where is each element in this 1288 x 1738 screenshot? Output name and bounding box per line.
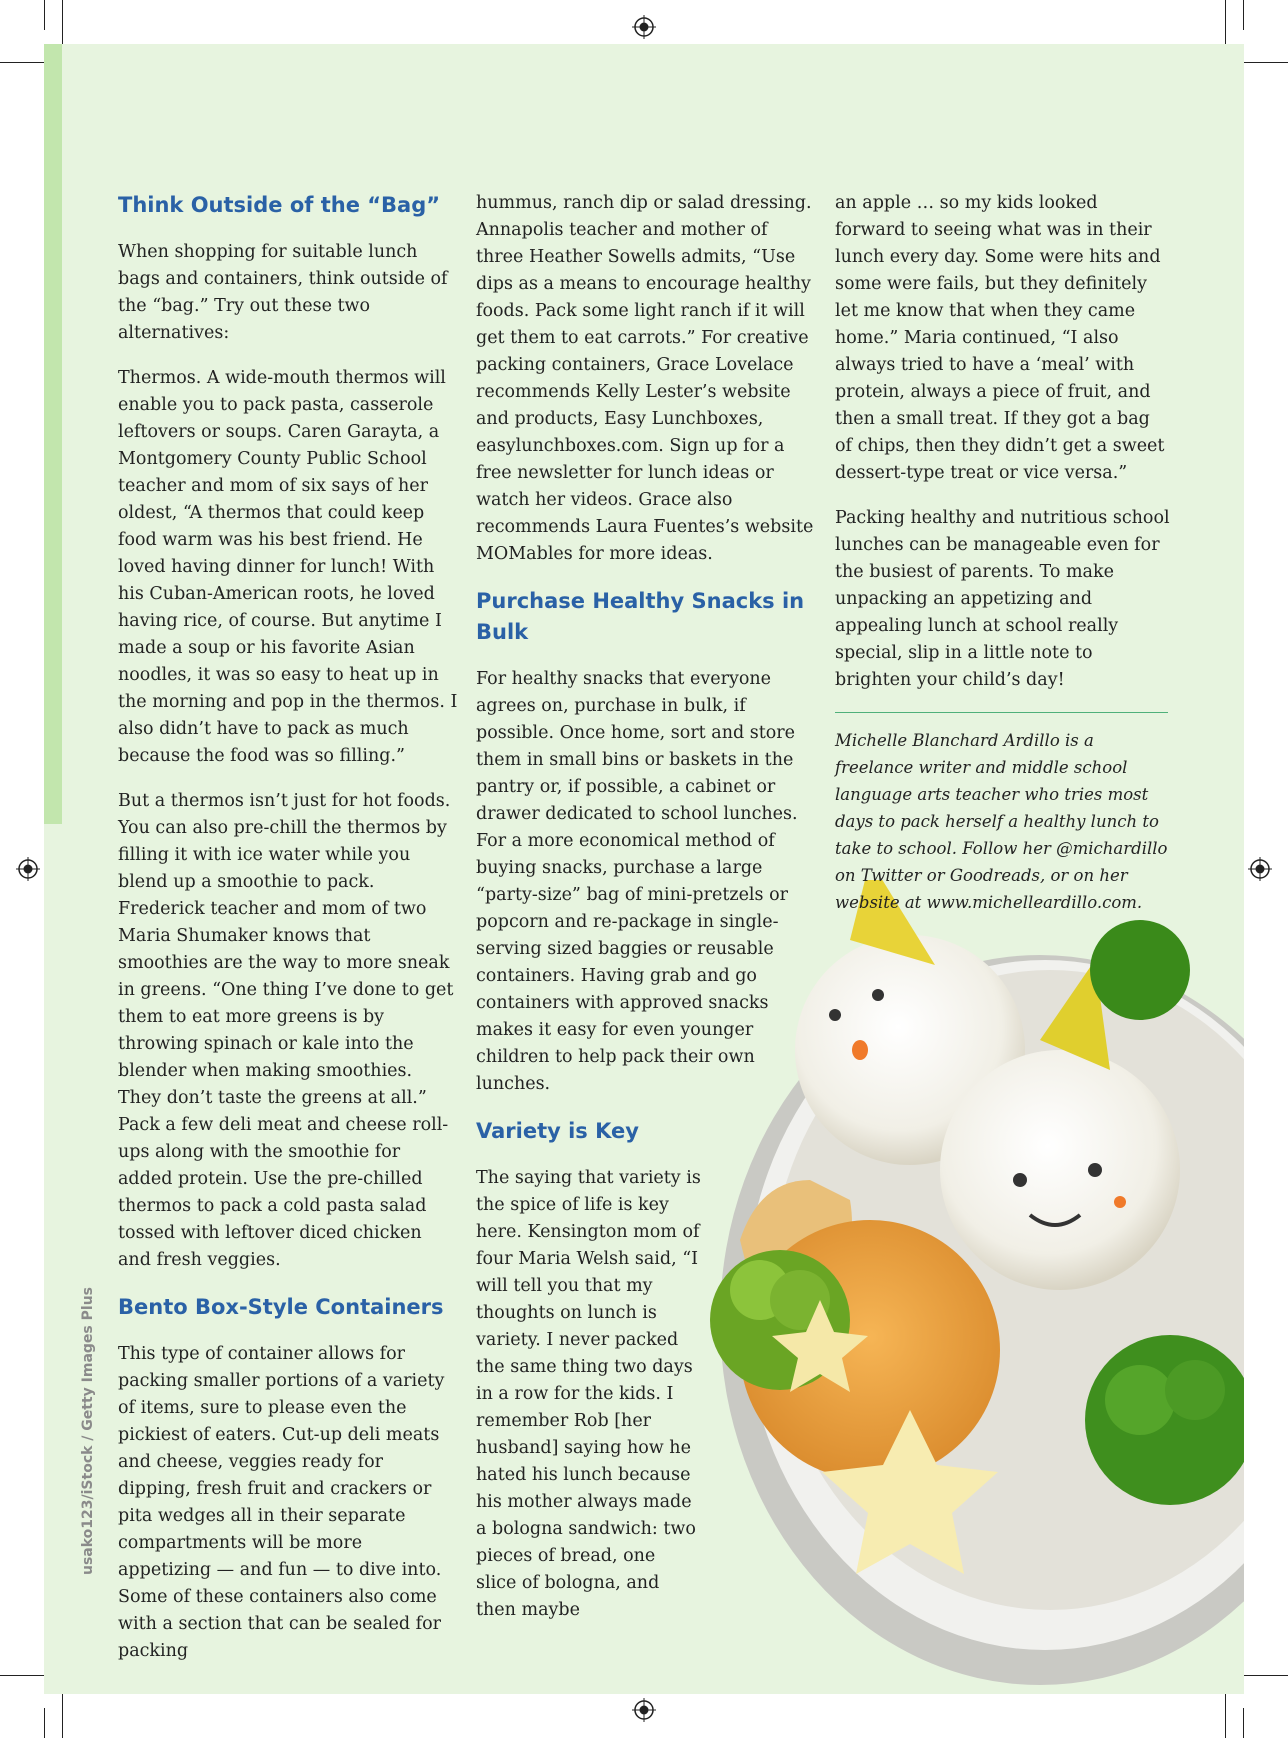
heading-bento-box: Bento Box-Style Containers [118,1295,444,1319]
article-column-1 [118,190,458,1683]
photo-credit: usako123/iStock / Getty Images Plus [80,1287,96,1575]
heading-variety: Variety is Key [476,1119,639,1143]
paragraph: Thermos. A wide-mouth thermos will enable you to pack pasta, casserole leftovers or soups. Caren Garayta, a Montgomery County Public School teacher and mom of six says of her oldest, “A thermos that could keep food warm was his best friend. He loved having dinner for lunch! With his Cuban-American roots, he loved having rice, of course. But anytime I made a soup or his favorite Asian noodles, it was so easy to heat up in the morning and pop in the thermos. I also didn’t have to pack as much because the food was so filling.” [118,368,458,766]
heading-healthy-snacks: Purchase Healthy Snacks in Bulk [476,589,805,644]
paragraph: When shopping for suitable lunch bags and containers, think outside of the “bag.” Try out these two alternatives: [118,242,448,343]
author-bio: Michelle Blanchard Ardillo is a freelance writer and middle school language arts teacher who tries most days to pack herself a healthy lunch to take to school. Follow her @michardillo on Twitter or Goodreads, or on her website at www.michelleardillo.com. [835,731,1168,912]
article-column-2 [476,190,816,1642]
paragraph: Packing healthy and nutritious school lunches can be manageable even for the busiest of parents. To make unpacking an appetizing and appealing lunch at school really special, slip in a little note to brighten your child’s day! [835,508,1170,690]
registration-mark-top-icon [632,15,656,39]
article-column-3 [835,190,1170,934]
paragraph: an apple … so my kids looked forward to seeing what was in their lunch every day. Some were hits and some were fails, but they definitely let me know that when they came home.” Maria continued, “I also always tried to have a ‘meal’ with protein, always a piece of fruit, and then a small treat. If they got a bag of chips, then they didn’t get a sweet dessert-type treat or vice versa.” [835,193,1165,483]
author-divider [835,712,1168,713]
paragraph: For healthy snacks that everyone agrees on, purchase in bulk, if possible. Once home, sort and store them in small bins or baskets in the pantry or, if possible, a cabinet or drawer dedicated to school lunches. For a more economical method of buying snacks, purchase a large “party-size” bag of mini-pretzels or popcorn and re-package in single-serving sized baggies or reusable containers. Having grab and go containers with approved snacks makes it easy for even younger children to help pack their own lunches. [476,669,798,1094]
heading-think-outside-bag: Think Outside of the “Bag” [118,193,441,217]
paragraph: hummus, ranch dip or salad dressing. Annapolis teacher and mother of three Heather Sowells admits, “Use dips as a means to encourage healthy foods. Pack some light ranch if it will get them to eat carrots.” For creative packing containers, Grace Lovelace recommends Kelly Lester’s website and products, Easy Lunchboxes, easylunchboxes.com. Sign up for a free newsletter for lunch ideas or watch her videos. Grace also recommends Laura Fuentes’s website MOMables for more ideas. [476,193,814,564]
paragraph: This type of container allows for packing smaller portions of a variety of items, sure to please even the pickiest of eaters. Cut-up deli meats and cheese, veggies ready for dipping, fresh fruit and crackers or pita wedges all in their separate compartments will be more appetizing — and fun — to dive into. Some of these containers also come with a section that can be sealed for packing [118,1344,445,1661]
paragraph: The saying that variety is the spice of life is key here. Kensington mom of four Maria Welsh said, “I will tell you that my thoughts on lunch is variety. I never packed the same thing two days in a row for the kids. I remember Rob [her husband] saying how he hated his lunch because his mother always made a bologna sandwich: two pieces of bread, one slice of bologna, and then maybe [476,1168,701,1620]
registration-mark-left-icon [16,857,40,881]
side-accent-bar [44,44,62,824]
registration-mark-bottom-icon [632,1698,656,1722]
paragraph: But a thermos isn’t just for hot foods. You can also pre-chill the thermos by filling it with ice water while you blend up a smoothie to pack. Frederick teacher and mom of two Maria Shumaker knows that smoothies are the way to more sneak in greens. “One thing I’ve done to get them to eat more greens is by throwing spinach or kale into the blender when making smoothies. They don’t taste the greens at all.” Pack a few deli meat and cheese roll-ups along with the smoothie for added protein. Use the pre-chilled thermos to pack a cold pasta salad tossed with leftover diced chicken and fresh veggies. [118,791,454,1270]
registration-mark-right-icon [1248,857,1272,881]
